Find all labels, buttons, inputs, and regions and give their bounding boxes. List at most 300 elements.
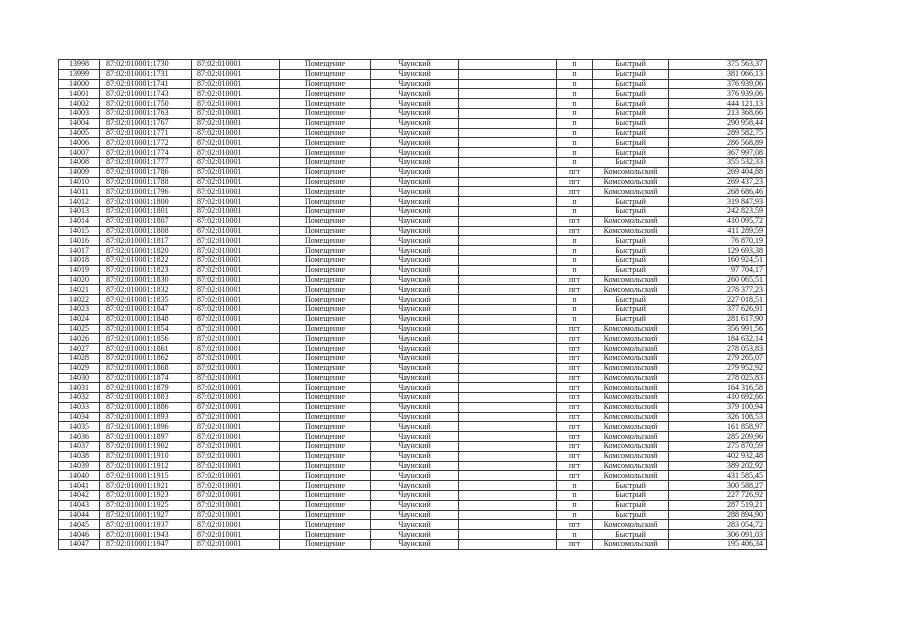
settlement-name-cell: Быстрый [593, 314, 669, 324]
cadastral-value-cell: 376 939,06 [669, 89, 767, 99]
table-row [59, 491, 767, 501]
district-cell: Чаунский [371, 461, 459, 471]
settlement-name-cell: Быстрый [593, 138, 669, 148]
object-type-cell: Помещение [280, 69, 371, 79]
row-number-cell: 14010 [59, 177, 100, 187]
cadastral-value-cell: 288 894,90 [669, 510, 767, 520]
district-cell: Чаунский [371, 108, 459, 118]
row-number-cell: 13998 [59, 60, 100, 70]
cadastral-quarter-cell: 87:02:010001 [192, 216, 280, 226]
object-type-cell: Помещение [280, 500, 371, 510]
cadastral-number-cell: 87:02:010001:1879 [100, 383, 192, 393]
district-cell: Чаунский [371, 89, 459, 99]
cadastral-quarter-cell: 87:02:010001 [192, 520, 280, 530]
cadastral-quarter-cell: 87:02:010001 [192, 285, 280, 295]
table-row [59, 324, 767, 334]
settlement-name-cell: Комсомольский [593, 353, 669, 363]
table-row [59, 344, 767, 354]
row-number-cell: 14029 [59, 363, 100, 373]
cadastral-number-cell: 87:02:010001:1743 [100, 89, 192, 99]
table-row [59, 363, 767, 373]
empty-cell [459, 363, 557, 373]
cadastral-value-cell: 278 053,83 [669, 344, 767, 354]
cadastral-number-cell: 87:02:010001:1925 [100, 500, 192, 510]
empty-cell [459, 285, 557, 295]
settlement-type-cell: п [557, 236, 593, 246]
cadastral-number-cell: 87:02:010001:1767 [100, 118, 192, 128]
empty-cell [459, 442, 557, 452]
district-cell: Чаунский [371, 540, 459, 550]
object-type-cell: Помещение [280, 177, 371, 187]
settlement-name-cell: Комсомольский [593, 442, 669, 452]
cadastral-number-cell: 87:02:010001:1771 [100, 128, 192, 138]
cadastral-quarter-cell: 87:02:010001 [192, 197, 280, 207]
empty-cell [459, 500, 557, 510]
district-cell: Чаунский [371, 255, 459, 265]
row-number-cell: 14003 [59, 108, 100, 118]
object-type-cell: Помещение [280, 275, 371, 285]
settlement-type-cell: п [557, 89, 593, 99]
cadastral-value-cell: 195 406,34 [669, 540, 767, 550]
cadastral-quarter-cell: 87:02:010001 [192, 344, 280, 354]
row-number-cell: 14043 [59, 500, 100, 510]
empty-cell [459, 451, 557, 461]
table-row [59, 353, 767, 363]
cadastral-quarter-cell: 87:02:010001 [192, 255, 280, 265]
table-body [59, 60, 767, 550]
district-cell: Чаунский [371, 236, 459, 246]
cadastral-value-cell: 431 585,45 [669, 471, 767, 481]
cadastral-value-cell: 410 095,72 [669, 216, 767, 226]
cadastral-quarter-cell: 87:02:010001 [192, 491, 280, 501]
settlement-name-cell: Комсомольский [593, 344, 669, 354]
table-row [59, 334, 767, 344]
table-row [59, 383, 767, 393]
cadastral-quarter-cell: 87:02:010001 [192, 314, 280, 324]
cadastral-quarter-cell: 87:02:010001 [192, 422, 280, 432]
row-number-cell: 14034 [59, 412, 100, 422]
table-row [59, 314, 767, 324]
object-type-cell: Помещение [280, 402, 371, 412]
empty-cell [459, 432, 557, 442]
row-number-cell: 14015 [59, 226, 100, 236]
row-number-cell: 14009 [59, 167, 100, 177]
object-type-cell: Помещение [280, 481, 371, 491]
cadastral-number-cell: 87:02:010001:1750 [100, 99, 192, 109]
object-type-cell: Помещение [280, 304, 371, 314]
district-cell: Чаунский [371, 344, 459, 354]
row-number-cell: 14028 [59, 353, 100, 363]
cadastral-quarter-cell: 87:02:010001 [192, 275, 280, 285]
empty-cell [459, 530, 557, 540]
settlement-type-cell: пгт [557, 520, 593, 530]
object-type-cell: Помещение [280, 530, 371, 540]
cadastral-value-cell: 184 632,14 [669, 334, 767, 344]
cadastral-value-cell: 389 202,92 [669, 461, 767, 471]
object-type-cell: Помещение [280, 285, 371, 295]
cadastral-number-cell: 87:02:010001:1808 [100, 226, 192, 236]
settlement-type-cell: пгт [557, 402, 593, 412]
cadastral-number-cell: 87:02:010001:1848 [100, 314, 192, 324]
settlement-name-cell: Быстрый [593, 481, 669, 491]
cadastral-number-cell: 87:02:010001:1923 [100, 491, 192, 501]
settlement-type-cell: пгт [557, 363, 593, 373]
empty-cell [459, 324, 557, 334]
empty-cell [459, 206, 557, 216]
table-row [59, 540, 767, 550]
object-type-cell: Помещение [280, 187, 371, 197]
cadastral-quarter-cell: 87:02:010001 [192, 442, 280, 452]
table-row [59, 402, 767, 412]
cadastral-number-cell: 87:02:010001:1874 [100, 373, 192, 383]
empty-cell [459, 118, 557, 128]
object-type-cell: Помещение [280, 60, 371, 70]
settlement-type-cell: п [557, 314, 593, 324]
table-row [59, 373, 767, 383]
cadastral-value-cell: 375 563,37 [669, 60, 767, 70]
row-number-cell: 14008 [59, 157, 100, 167]
settlement-type-cell: пгт [557, 461, 593, 471]
table-row [59, 451, 767, 461]
settlement-name-cell: Быстрый [593, 304, 669, 314]
empty-cell [459, 422, 557, 432]
settlement-type-cell: пгт [557, 324, 593, 334]
object-type-cell: Помещение [280, 314, 371, 324]
cadastral-number-cell: 87:02:010001:1730 [100, 60, 192, 70]
district-cell: Чаунский [371, 363, 459, 373]
settlement-name-cell: Быстрый [593, 295, 669, 305]
settlement-name-cell: Быстрый [593, 118, 669, 128]
district-cell: Чаунский [371, 334, 459, 344]
settlement-name-cell: Быстрый [593, 255, 669, 265]
empty-cell [459, 491, 557, 501]
row-number-cell: 14017 [59, 246, 100, 256]
table-row [59, 128, 767, 138]
settlement-name-cell: Комсомольский [593, 177, 669, 187]
table-row [59, 148, 767, 158]
settlement-type-cell: пгт [557, 422, 593, 432]
cadastral-number-cell: 87:02:010001:1912 [100, 461, 192, 471]
cadastral-value-cell: 306 091,03 [669, 530, 767, 540]
object-type-cell: Помещение [280, 363, 371, 373]
settlement-name-cell: Быстрый [593, 500, 669, 510]
object-type-cell: Помещение [280, 216, 371, 226]
cadastral-value-cell: 275 870,59 [669, 442, 767, 452]
cadastral-quarter-cell: 87:02:010001 [192, 402, 280, 412]
empty-cell [459, 540, 557, 550]
settlement-type-cell: п [557, 79, 593, 89]
table-row [59, 500, 767, 510]
district-cell: Чаунский [371, 177, 459, 187]
cadastral-number-cell: 87:02:010001:1856 [100, 334, 192, 344]
row-number-cell: 14033 [59, 402, 100, 412]
settlement-name-cell: Комсомольский [593, 461, 669, 471]
table-row [59, 255, 767, 265]
object-type-cell: Помещение [280, 383, 371, 393]
row-number-cell: 14023 [59, 304, 100, 314]
row-number-cell: 14018 [59, 255, 100, 265]
cadastral-quarter-cell: 87:02:010001 [192, 108, 280, 118]
settlement-name-cell: Комсомольский [593, 167, 669, 177]
row-number-cell: 14025 [59, 324, 100, 334]
settlement-name-cell: Комсомольский [593, 216, 669, 226]
settlement-name-cell: Быстрый [593, 206, 669, 216]
district-cell: Чаунский [371, 530, 459, 540]
cadastral-value-cell: 379 100,94 [669, 402, 767, 412]
cadastral-number-cell: 87:02:010001:1883 [100, 393, 192, 403]
district-cell: Чаунский [371, 265, 459, 275]
row-number-cell: 14012 [59, 197, 100, 207]
cadastral-value-cell: 283 054,72 [669, 520, 767, 530]
cadastral-quarter-cell: 87:02:010001 [192, 265, 280, 275]
settlement-name-cell: Быстрый [593, 89, 669, 99]
cadastral-value-cell: 269 404,88 [669, 167, 767, 177]
cadastral-number-cell: 87:02:010001:1823 [100, 265, 192, 275]
cadastral-quarter-cell: 87:02:010001 [192, 138, 280, 148]
table-row [59, 118, 767, 128]
settlement-type-cell: пгт [557, 393, 593, 403]
cadastral-value-cell: 278 025,83 [669, 373, 767, 383]
object-type-cell: Помещение [280, 344, 371, 354]
district-cell: Чаунский [371, 295, 459, 305]
row-number-cell: 14039 [59, 461, 100, 471]
cadastral-number-cell: 87:02:010001:1763 [100, 108, 192, 118]
district-cell: Чаунский [371, 226, 459, 236]
cadastral-number-cell: 87:02:010001:1897 [100, 432, 192, 442]
object-type-cell: Помещение [280, 108, 371, 118]
district-cell: Чаунский [371, 520, 459, 530]
table-row [59, 197, 767, 207]
table-row [59, 481, 767, 491]
district-cell: Чаунский [371, 148, 459, 158]
empty-cell [459, 216, 557, 226]
settlement-name-cell: Комсомольский [593, 393, 669, 403]
settlement-name-cell: Быстрый [593, 236, 669, 246]
cadastral-quarter-cell: 87:02:010001 [192, 69, 280, 79]
cadastral-quarter-cell: 87:02:010001 [192, 236, 280, 246]
object-type-cell: Помещение [280, 461, 371, 471]
cadastral-number-cell: 87:02:010001:1943 [100, 530, 192, 540]
district-cell: Чаунский [371, 500, 459, 510]
row-number-cell: 14047 [59, 540, 100, 550]
settlement-name-cell: Комсомольский [593, 412, 669, 422]
empty-cell [459, 255, 557, 265]
cadastral-value-cell: 410 692,66 [669, 393, 767, 403]
district-cell: Чаунский [371, 167, 459, 177]
empty-cell [459, 510, 557, 520]
table-row [59, 187, 767, 197]
row-number-cell: 14006 [59, 138, 100, 148]
empty-cell [459, 69, 557, 79]
row-number-cell: 14027 [59, 344, 100, 354]
cadastral-value-cell: 289 582,75 [669, 128, 767, 138]
cadastral-number-cell: 87:02:010001:1861 [100, 344, 192, 354]
row-number-cell: 14021 [59, 285, 100, 295]
table-row [59, 60, 767, 70]
settlement-type-cell: п [557, 206, 593, 216]
row-number-cell: 14016 [59, 236, 100, 246]
cadastral-value-cell: 269 437,23 [669, 177, 767, 187]
cadastral-quarter-cell: 87:02:010001 [192, 540, 280, 550]
cadastral-quarter-cell: 87:02:010001 [192, 461, 280, 471]
object-type-cell: Помещение [280, 471, 371, 481]
settlement-type-cell: п [557, 99, 593, 109]
district-cell: Чаунский [371, 157, 459, 167]
district-cell: Чаунский [371, 442, 459, 452]
cadastral-value-cell: 355 532,33 [669, 157, 767, 167]
object-type-cell: Помещение [280, 99, 371, 109]
settlement-name-cell: Комсомольский [593, 324, 669, 334]
settlement-type-cell: п [557, 60, 593, 70]
cadastral-number-cell: 87:02:010001:1937 [100, 520, 192, 530]
settlement-name-cell: Комсомольский [593, 402, 669, 412]
cadastral-value-cell: 97 704,17 [669, 265, 767, 275]
row-number-cell: 14026 [59, 334, 100, 344]
row-number-cell: 14046 [59, 530, 100, 540]
row-number-cell: 14004 [59, 118, 100, 128]
cadastral-number-cell: 87:02:010001:1800 [100, 197, 192, 207]
district-cell: Чаунский [371, 481, 459, 491]
empty-cell [459, 481, 557, 491]
settlement-name-cell: Быстрый [593, 530, 669, 540]
cadastral-value-cell: 300 588,27 [669, 481, 767, 491]
table-row [59, 177, 767, 187]
table-row [59, 285, 767, 295]
object-type-cell: Помещение [280, 197, 371, 207]
object-type-cell: Помещение [280, 206, 371, 216]
object-type-cell: Помещение [280, 236, 371, 246]
empty-cell [459, 187, 557, 197]
cadastral-number-cell: 87:02:010001:1921 [100, 481, 192, 491]
cadastral-value-cell: 279 952,92 [669, 363, 767, 373]
district-cell: Чаунский [371, 393, 459, 403]
settlement-name-cell: Быстрый [593, 99, 669, 109]
cadastral-quarter-cell: 87:02:010001 [192, 157, 280, 167]
row-number-cell: 14037 [59, 442, 100, 452]
cadastral-value-cell: 76 870,19 [669, 236, 767, 246]
empty-cell [459, 265, 557, 275]
row-number-cell: 13999 [59, 69, 100, 79]
cadastral-value-cell: 164 316,58 [669, 383, 767, 393]
row-number-cell: 14044 [59, 510, 100, 520]
district-cell: Чаунский [371, 187, 459, 197]
empty-cell [459, 344, 557, 354]
settlement-type-cell: пгт [557, 344, 593, 354]
table-row [59, 530, 767, 540]
empty-cell [459, 304, 557, 314]
cadastral-quarter-cell: 87:02:010001 [192, 206, 280, 216]
cadastral-value-cell: 402 932,48 [669, 451, 767, 461]
district-cell: Чаунский [371, 79, 459, 89]
empty-cell [459, 353, 557, 363]
cadastral-quarter-cell: 87:02:010001 [192, 99, 280, 109]
cadastral-quarter-cell: 87:02:010001 [192, 481, 280, 491]
object-type-cell: Помещение [280, 295, 371, 305]
settlement-name-cell: Комсомольский [593, 520, 669, 530]
settlement-name-cell: Комсомольский [593, 363, 669, 373]
empty-cell [459, 89, 557, 99]
object-type-cell: Помещение [280, 412, 371, 422]
cadastral-quarter-cell: 87:02:010001 [192, 128, 280, 138]
cadastral-number-cell: 87:02:010001:1822 [100, 255, 192, 265]
settlement-type-cell: п [557, 255, 593, 265]
settlement-name-cell: Быстрый [593, 108, 669, 118]
row-number-cell: 14035 [59, 422, 100, 432]
empty-cell [459, 383, 557, 393]
cadastral-quarter-cell: 87:02:010001 [192, 393, 280, 403]
settlement-name-cell: Комсомольский [593, 432, 669, 442]
row-number-cell: 14020 [59, 275, 100, 285]
district-cell: Чаунский [371, 324, 459, 334]
cadastral-value-cell: 290 958,44 [669, 118, 767, 128]
cadastral-number-cell: 87:02:010001:1947 [100, 540, 192, 550]
cadastral-quarter-cell: 87:02:010001 [192, 118, 280, 128]
cadastral-quarter-cell: 87:02:010001 [192, 334, 280, 344]
cadastral-number-cell: 87:02:010001:1796 [100, 187, 192, 197]
object-type-cell: Помещение [280, 79, 371, 89]
cadastral-number-cell: 87:02:010001:1777 [100, 157, 192, 167]
row-number-cell: 14007 [59, 148, 100, 158]
settlement-name-cell: Комсомольский [593, 226, 669, 236]
district-cell: Чаунский [371, 402, 459, 412]
registry-table [58, 59, 767, 550]
cadastral-quarter-cell: 87:02:010001 [192, 167, 280, 177]
table-row [59, 108, 767, 118]
empty-cell [459, 226, 557, 236]
cadastral-number-cell: 87:02:010001:1817 [100, 236, 192, 246]
row-number-cell: 14014 [59, 216, 100, 226]
settlement-name-cell: Быстрый [593, 148, 669, 158]
row-number-cell: 14041 [59, 481, 100, 491]
row-number-cell: 14042 [59, 491, 100, 501]
settlement-name-cell: Комсомольский [593, 285, 669, 295]
table-row [59, 99, 767, 109]
cadastral-number-cell: 87:02:010001:1862 [100, 353, 192, 363]
settlement-name-cell: Быстрый [593, 246, 669, 256]
district-cell: Чаунский [371, 432, 459, 442]
settlement-type-cell: пгт [557, 334, 593, 344]
cadastral-quarter-cell: 87:02:010001 [192, 363, 280, 373]
cadastral-value-cell: 319 847,93 [669, 197, 767, 207]
cadastral-quarter-cell: 87:02:010001 [192, 226, 280, 236]
empty-cell [459, 157, 557, 167]
settlement-type-cell: пгт [557, 167, 593, 177]
cadastral-number-cell: 87:02:010001:1902 [100, 442, 192, 452]
cadastral-quarter-cell: 87:02:010001 [192, 383, 280, 393]
settlement-type-cell: п [557, 491, 593, 501]
settlement-name-cell: Быстрый [593, 60, 669, 70]
settlement-type-cell: пгт [557, 373, 593, 383]
table-row [59, 138, 767, 148]
settlement-name-cell: Быстрый [593, 128, 669, 138]
settlement-type-cell: пгт [557, 451, 593, 461]
empty-cell [459, 373, 557, 383]
cadastral-value-cell: 268 686,46 [669, 187, 767, 197]
row-number-cell: 14000 [59, 79, 100, 89]
cadastral-value-cell: 356 991,56 [669, 324, 767, 334]
settlement-type-cell: пгт [557, 226, 593, 236]
empty-cell [459, 412, 557, 422]
cadastral-number-cell: 87:02:010001:1774 [100, 148, 192, 158]
settlement-type-cell: п [557, 69, 593, 79]
district-cell: Чаунский [371, 314, 459, 324]
empty-cell [459, 108, 557, 118]
table-row [59, 461, 767, 471]
table-row [59, 422, 767, 432]
settlement-type-cell: п [557, 118, 593, 128]
object-type-cell: Помещение [280, 89, 371, 99]
cadastral-value-cell: 213 368,66 [669, 108, 767, 118]
